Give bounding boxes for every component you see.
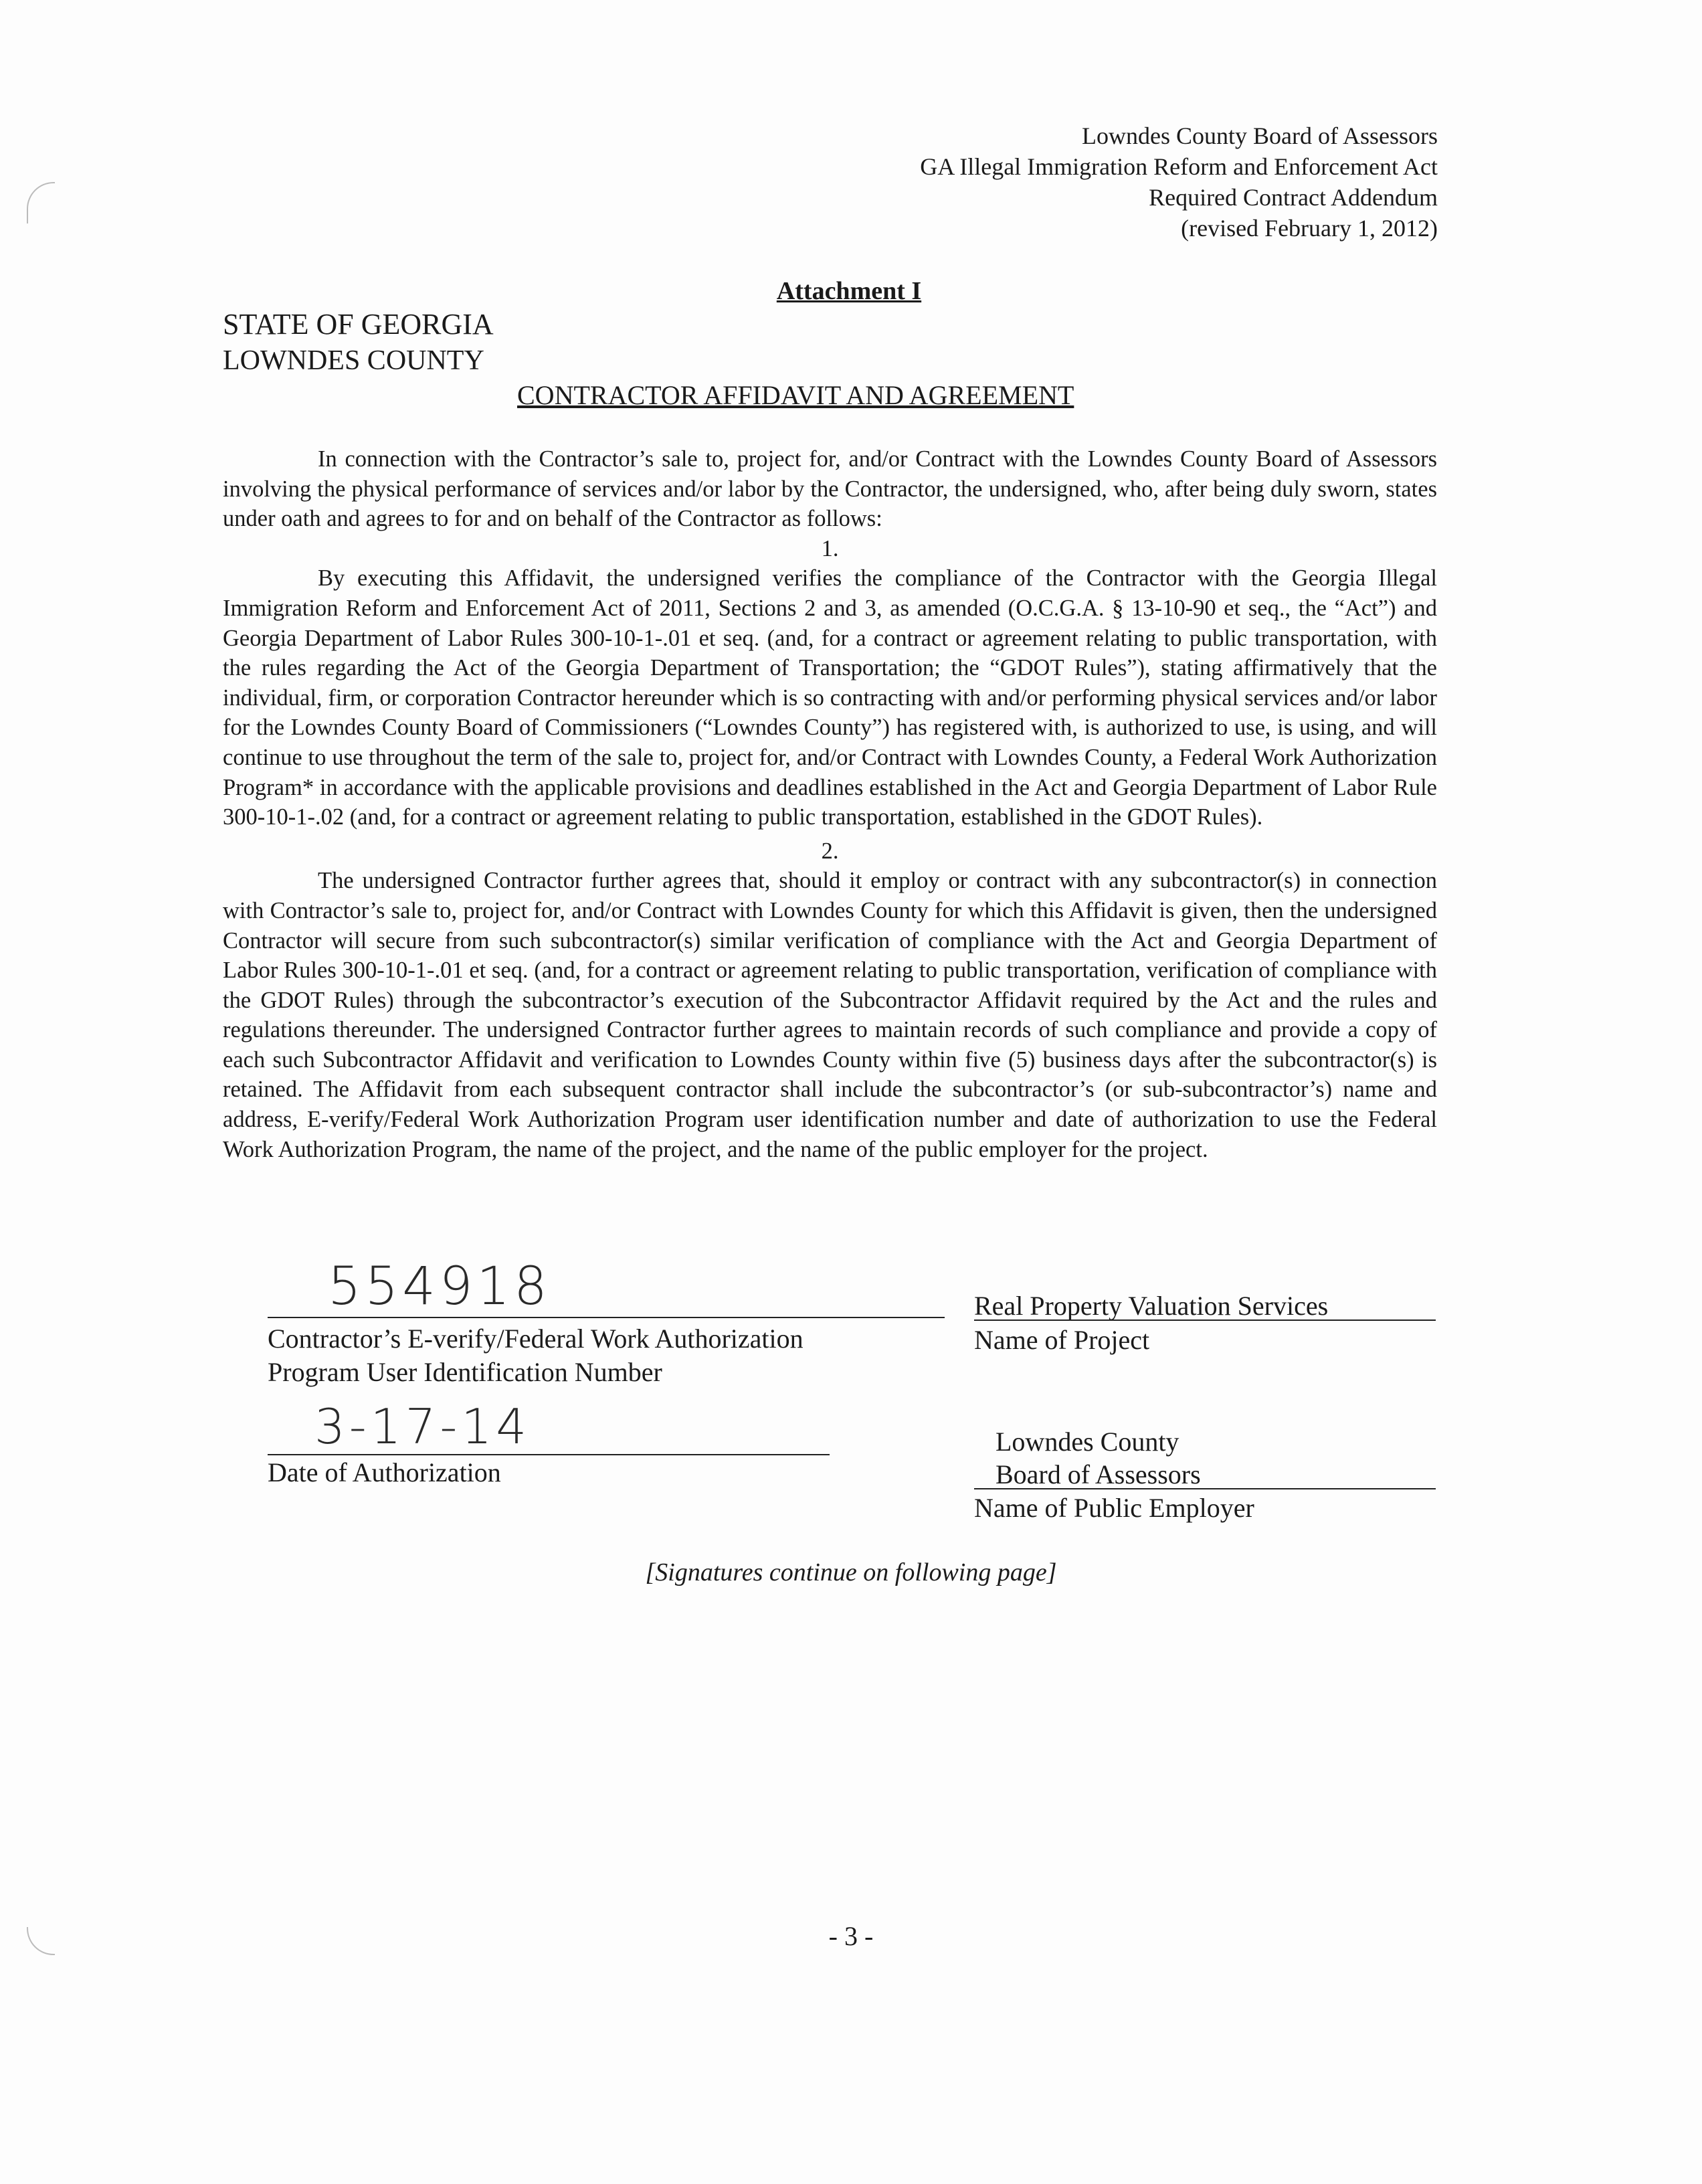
employer-line xyxy=(974,1488,1436,1489)
date-label: Date of Authorization xyxy=(268,1457,501,1487)
project-line xyxy=(974,1320,1436,1321)
project-label: Name of Project xyxy=(974,1325,1150,1355)
venue-block xyxy=(223,306,494,379)
attachment-label: Attachment I xyxy=(776,277,922,305)
state-name: STATE OF GEORGIA xyxy=(223,308,494,341)
scan-artifact xyxy=(27,182,55,223)
date-line xyxy=(268,1454,830,1455)
continue-note: [Signatures continue on following page] xyxy=(645,1558,1057,1586)
page-number: - 3 - xyxy=(828,1921,874,1951)
employer-value-line2: Board of Assessors xyxy=(996,1459,1201,1489)
header-line: Lowndes County Board of Assessors xyxy=(1082,122,1438,149)
document-title: CONTRACTOR AFFIDAVIT AND AGREEMENT xyxy=(517,380,1074,410)
user-id-line xyxy=(268,1317,945,1318)
employer-value-line1: Lowndes County xyxy=(996,1427,1179,1457)
section-number: 2. xyxy=(821,838,839,864)
user-id-label-line2: Program User Identification Number xyxy=(268,1357,662,1387)
header-line: GA Illegal Immigration Reform and Enforcement Act xyxy=(920,153,1438,180)
employer-label: Name of Public Employer xyxy=(974,1493,1254,1523)
date-handwritten: 3-17-14 xyxy=(314,1398,531,1455)
user-id-label-line1: Contractor’s E-verify/Federal Work Authorization xyxy=(268,1324,803,1354)
section-paragraph: By executing this Affidavit, the undersigned verifies the compliance of the Contractor with the Georgia Illegal Immigration Reform and Enforcement Act of 2011, Sections 2 and 3, as amended (O.C.G.A. § 13-10-90 et seq., the “Act”) and Georgia Department of Labor Rules 300-10-1-.01 et seq. (and, for a contract or agreement relating to public transportation, with the rules regarding the Act of the Georgia Department of Transportation; the “GDOT Rules”), stating affirmatively that the individual, firm, or corporation Contractor hereunder which is so contracting with and/or performing physical services and/or labor for the Lowndes County Board of Commissioners (“Lowndes County”) has registered with, is authorized to use, is using, and will continue to use throughout the term of the sale to, project for, and/or Contract with Lowndes County, a Federal Work Authorization Program* in accordance with the applicable provisions and deadlines established in the Act and Georgia Department of Labor Rule 300-10-1-.02 (and, for a contract or agreement relating to public transportation, established in the GDOT Rules). xyxy=(223,565,1437,830)
header-line: Required Contract Addendum xyxy=(1149,184,1438,211)
user-id-handwritten: 554918 xyxy=(328,1257,551,1317)
header-line: (revised February 1, 2012) xyxy=(1181,215,1438,242)
document-header xyxy=(920,120,1438,244)
project-name-value: Real Property Valuation Services xyxy=(974,1291,1329,1321)
section-paragraph: The undersigned Contractor further agrees that, should it employ or contract with any subcontractor(s) in connection with Contractor’s sale to, project for, and/or Contract with Lowndes County for which this Affidavit is given, then the undersigned Contractor will secure from such subcontractor(s) similar verification of compliance with the Act and Georgia Department of Labor Rules 300-10-1-.01 et seq. (and, for a contract or agreement relating to public transportation, verification of compliance with the GDOT Rules) through the subcontractor’s execution of the Subcontractor Affidavit required by the Act and the rules and regulations thereunder. The undersigned Contractor further agrees to maintain records of such compliance and provide a copy of each such Subcontractor Affidavit and verification to Lowndes County within five (5) business days after the subcontractor(s) is retained. The Affidavit from each subsequent contractor shall include the subcontractor’s (or sub-subcontractor’s) name and address, E-verify/Federal Work Authorization Program user identification number and date of authorization to use the Federal Work Authorization Program, the name of the project, and the name of the public employer for the project. xyxy=(223,868,1437,1162)
section-number: 1. xyxy=(821,535,839,561)
intro-paragraph: In connection with the Contractor’s sale to, project for, and/or Contract with the Lowndes County Board of Assessors involving the physical performance of services and/or labor by the Contractor, the undersigned, who, after being duly sworn, states under oath and agrees to for and on behalf of the Contractor as follows: xyxy=(223,446,1437,532)
county-name: LOWNDES COUNTY xyxy=(223,345,484,376)
affidavit-body xyxy=(223,444,1437,1164)
